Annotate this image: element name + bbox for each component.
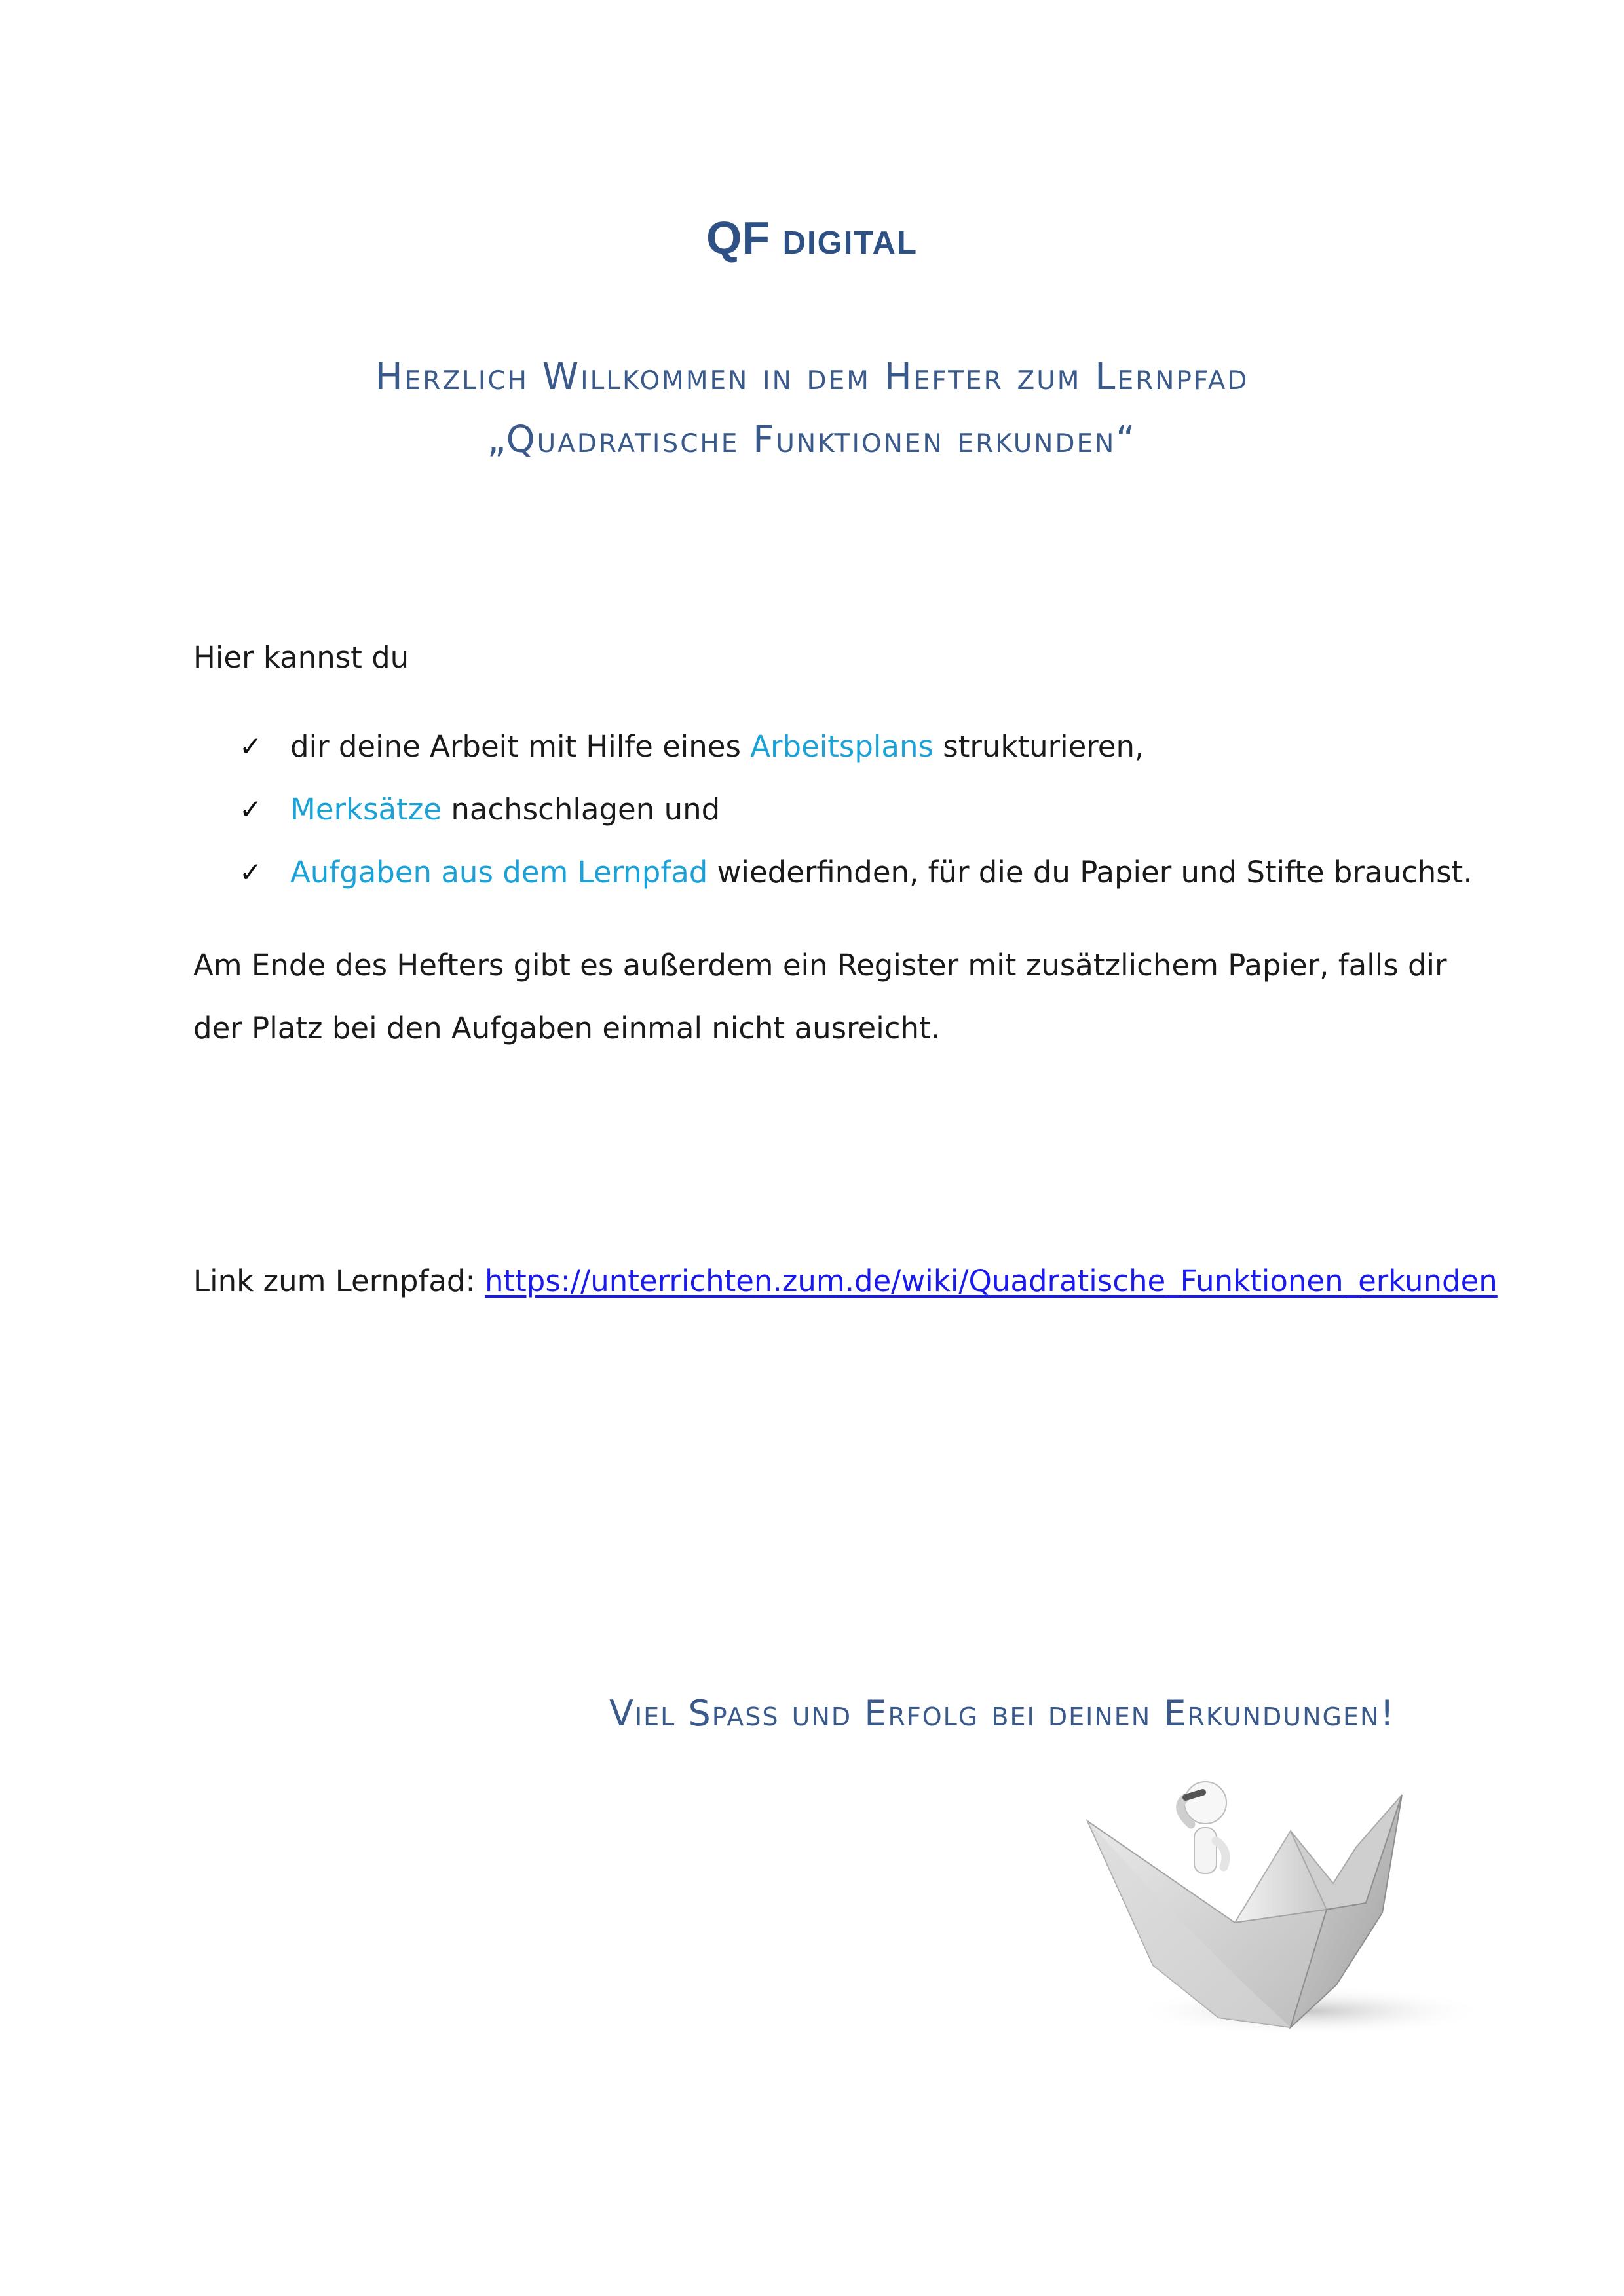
checklist-item: ✓ Merksätze nachschlagen und [239,778,1473,841]
paragraph-line-2: der Platz bei den Aufgaben einmal nicht ausreicht. [193,1011,940,1045]
link-label: Link zum Lernpfad: [193,1264,485,1298]
highlight-term: Arbeitsplans [750,729,934,764]
checkmark-icon: ✓ [239,793,263,825]
title-prefix: QF [706,212,770,263]
figure-lookout [1180,1782,1226,1873]
learning-path-link[interactable]: https://unterrichten.zum.de/wiki/Quadratische_Funktionen_erkunden [484,1264,1498,1298]
highlight-term: Aufgaben aus dem Lernpfad [290,855,708,890]
paper-boat-illustration [1074,1769,1494,2044]
intro-text: Hier kannst du [193,640,409,675]
welcome-subtitle [0,346,1624,472]
checklist-item: ✓ dir deine Arbeit mit Hilfe eines Arbeitsplans strukturieren, [239,715,1473,778]
checkmark-icon: ✓ [239,730,263,762]
learning-path-link-line [193,1250,1498,1313]
feature-checklist [239,715,1473,904]
page-title [0,208,1624,267]
closing-message: Viel Spass und Erfolg bei deinen Erkundungen! [609,1693,1396,1734]
checkmark-icon: ✓ [239,856,263,888]
subtitle-line-2: „Quadratische Funktionen erkunden“ [487,419,1137,461]
paragraph-line-1: Am Ende des Hefters gibt es außerdem ein Register mit zusätzlichem Papier, falls dir [193,948,1447,983]
subtitle-line-1: Herzlich Willkommen in dem Hefter zum Lernpfad [375,356,1249,398]
highlight-term: Merksätze [290,792,442,827]
title-suffix: digital [782,212,918,263]
register-paragraph [193,934,1447,1060]
checklist-item: ✓ Aufgaben aus dem Lernpfad wiederfinden, für die du Papier und Stifte brauchst. [239,841,1473,904]
